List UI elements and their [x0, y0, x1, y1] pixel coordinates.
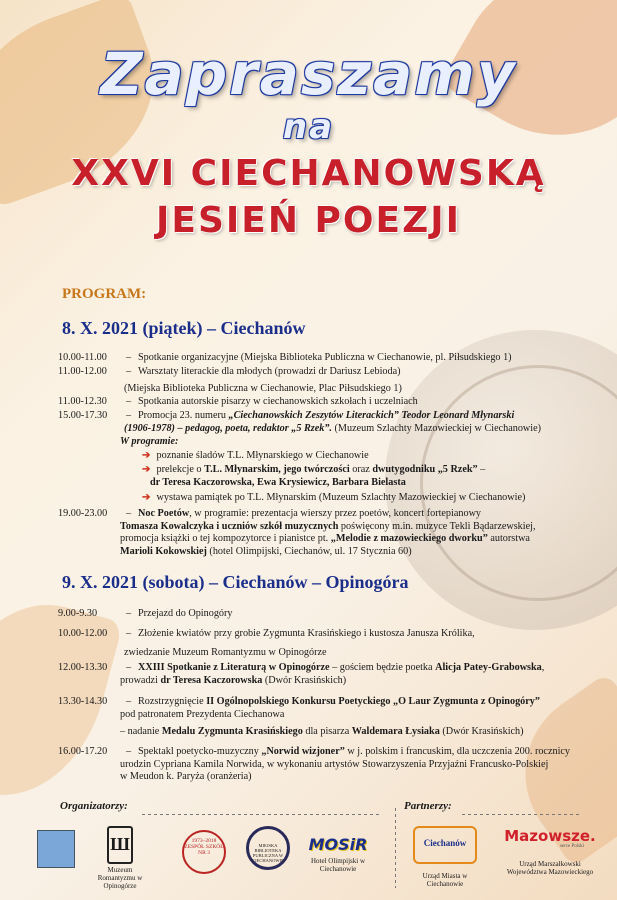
- schedule-row: 9.00-9.30 – Przejazd do Opinogóry: [58, 608, 233, 619]
- title-festival-subname: JESIEŃ POEZJI: [155, 200, 462, 241]
- day2-heading: 9. X. 2021 (sobota) – Ciechanów – Opinogóra: [62, 572, 409, 592]
- divider: [462, 814, 582, 815]
- schedule-row: 10.00-12.00 – Złożenie kwiatów przy grobie Zygmunta Krasińskiego i kustosza Janusza Królika, zwiedzanie Muzeum Romantyzmu w Opinogórze: [58, 628, 475, 658]
- schedule-row: 11.00-12.30 – Spotkania autorskie pisarzy w ciechanowskich szkołach i uczelniach: [58, 396, 418, 407]
- schedule-row: 11.00-12.00 – Warsztaty literackie dla młodych (prowadzi dr Dariusz Lebioda) (Miejska Biblioteka Publiczna w Ciechanowie, Plac Piłsudskiego 1): [58, 366, 402, 394]
- program-bullet: ➔ prelekcje o T.L. Młynarskim, jego twórczości oraz dwutygodniku „5 Rzek” – dr Teresa Kaczorowska, Ewa Krysiewicz, Barbara Bielasta: [142, 464, 486, 488]
- muzeum-romantyzmu-logo: Ш Muzeum Romantyzmu w Opinogórze: [90, 826, 150, 890]
- schedule-row: 19.00-23.00 – Noc Poetów, w programie: prezentacja wierszy przez poetów, koncert fortepianowy Tomasza Kowalczyka i uczniów szkół muzycznych poświęcony m.in. muzyce Tekli Bądarzewskiej, promocja książki o tej kompozytorce i pianistce pt. „Melodie z mazowieckiego dworku” autorstwa Marioli Kokowskiej (hotel Olimpijski, Ciechanów, ul. 17 Stycznia 60): [58, 508, 536, 557]
- mazowsze-logo: Mazowsze. serce Polski Urząd Marszałkowski Województwa Mazowieckiego: [504, 827, 596, 876]
- schedule-row: 16.00-17.20 – Spektakl poetycko-muzyczny „Norwid wizjoner” w j. polskim i francuskim, dla uczczenia 200. rocznicy urodzin Cypriana Kamila Norwida, w wykonaniu artystów Stowarzyszenia Przyjaźni Francusko-Polskiej w Meudon k. Paryża (oranżeria): [58, 746, 571, 783]
- title-na: na: [282, 107, 335, 147]
- title-festival-name: XXVI CIECHANOWSKĄ: [71, 153, 546, 194]
- partners-label: Partnerzy:: [404, 800, 452, 812]
- logo-icon: [37, 830, 75, 868]
- arrow-icon: ➔: [142, 464, 151, 475]
- schedule-row: 10.00-11.00 – Spotkanie organizacyjne (Miejska Biblioteka Publiczna w Ciechanowie, pl. Piłsudskiego 1): [58, 352, 512, 363]
- program-heading: PROGRAM:: [62, 286, 147, 302]
- schedule-row: – nadanie Medalu Zygmunta Krasińskiego dla pisarza Waldemara Łysiaka (Dwór Krasińskich): [120, 726, 524, 737]
- mosir-logo: MOSiR Hotel Olimpijski w Ciechanowie: [308, 835, 368, 873]
- organizers-label: Organizatorzy:: [60, 800, 128, 812]
- day1-heading: 8. X. 2021 (piątek) – Ciechanów: [62, 318, 306, 338]
- column-icon: Ш: [107, 826, 133, 864]
- organizer-logo-1: [34, 830, 78, 868]
- biblioteka-logo: MIEJSKA BIBLIOTEKA PUBLICZNA W CIECHANOWIE: [242, 826, 294, 870]
- title-zapraszamy: Zapraszamy: [100, 40, 517, 108]
- vertical-divider: [395, 808, 396, 888]
- arrow-icon: ➔: [142, 450, 151, 461]
- program-bullet: ➔ wystawa pamiątek po T.L. Młynarskim (Muzeum Szlachty Mazowieckiej w Ciechanowie): [142, 492, 526, 503]
- ciechanow-logo: Ciechanów Urząd Miasta w Ciechanowie: [410, 826, 480, 888]
- schedule-row: 13.30-14.30 – Rozstrzygnięcie II Ogólnopolskiego Konkursu Poetyckiego „O Laur Zygmunta z Opinogóry” pod patronatem Prezydenta Ciechanowa: [58, 696, 540, 720]
- program-label: W programie:: [120, 436, 179, 447]
- schedule-row: 15.00-17.30 – Promocja 23. numeru „Ciechanowskich Zeszytów Literackich” Teodor Leonard Młynarski (1906-1978) – pedagog, poeta, redaktor „5 Rzek”. (Muzeum Szlachty Mazowieckiej w Ciechanowie): [58, 410, 542, 434]
- schedule-row: 12.00-13.30 – XXIII Spotkanie z Literaturą w Opinogórze – gościem będzie poetka Alicja Patey-Grabowska, prowadzi dr Teresa Kaczorowska (Dwór Krasińskich): [58, 662, 545, 686]
- school-logo: 1973–2018 ZESPÓŁ SZKÓŁ NR 3: [176, 830, 232, 874]
- program-bullet: ➔ poznanie śladów T.L. Młynarskiego w Ciechanowie: [142, 450, 369, 461]
- divider: [142, 814, 382, 815]
- arrow-icon: ➔: [142, 492, 151, 503]
